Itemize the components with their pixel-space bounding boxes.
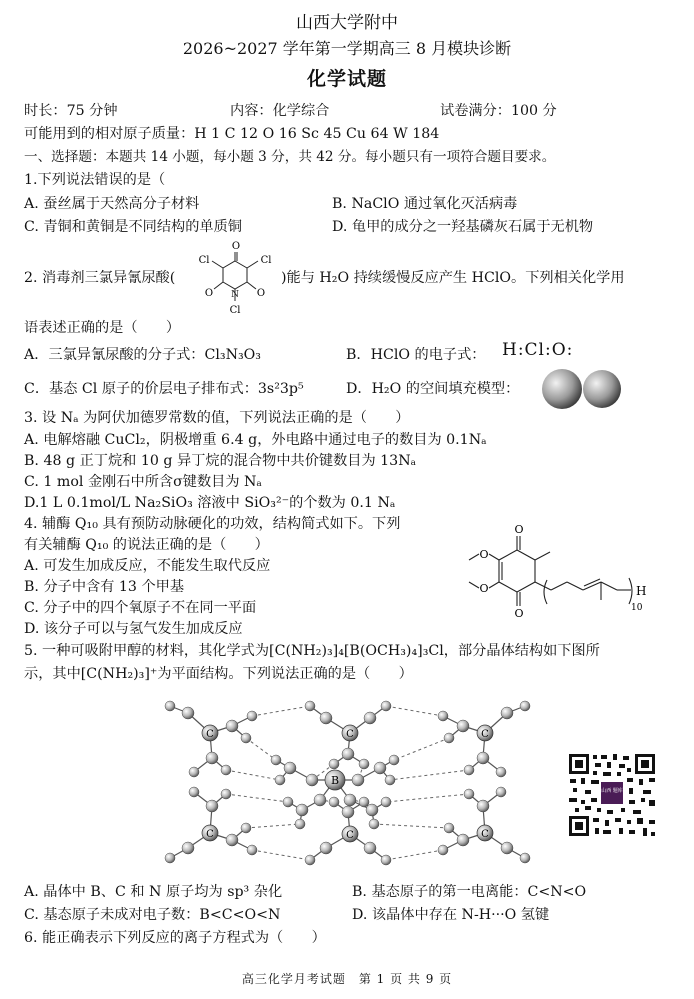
q2-atom-cl-bottom: Cl: [229, 305, 241, 316]
q2-atom-n-bottom: N: [231, 290, 239, 300]
q2-atom-cl-right: Cl: [260, 255, 272, 266]
q4-repeat-count: 10: [631, 603, 643, 613]
q5-option-c: C. 基态原子未成对电子数：B<C<O<N: [24, 907, 281, 923]
coenzyme-q10-structure: [455, 520, 665, 640]
q3-stem: 3. 设 Nₐ 为阿伏加德罗常数的值，下列说法正确的是（ ）: [24, 410, 410, 426]
qr-code-image: [567, 752, 657, 838]
crystal-atom-c-4: C: [481, 829, 489, 840]
crystal-structure-figure: [150, 688, 545, 876]
q2-atom-o-right: O: [256, 288, 266, 299]
q4-stem-b: 有关辅酶 Q₁₀ 的说法正确的是（ ）: [24, 537, 269, 553]
q5-option-b: B. 基态原子的第一电离能：C<N<O: [352, 884, 587, 900]
q2-stem-b: )能与 H₂O 持续缓慢反应产生 HClO。下列相关化学用: [281, 270, 625, 286]
exam-content: 内容：化学综合: [230, 103, 330, 119]
q1-option-b: B. NaClO 通过氧化灭活病毒: [332, 196, 518, 212]
q5-stem-a: 5. 一种可吸附甲醇的材料，其化学式为[C(NH₂)₃]₄[B(OCH₃)₄]₃Cl，部分晶体结构如下图所: [24, 643, 600, 659]
q4-atom-h: H: [636, 584, 647, 598]
crystal-atom-c-5: C: [346, 729, 354, 740]
q2-atom-o-left: O: [204, 288, 214, 299]
q2-option-c: C．基态 Cl 原子的价层电子排布式：3s²3p⁵: [24, 381, 304, 397]
q4-option-a: A. 可发生加成反应，不能发生取代反应: [24, 558, 271, 574]
q4-option-d: D. 该分子可以与氢气发生加成反应: [24, 621, 243, 637]
crystal-atom-b: B: [330, 774, 340, 787]
q4-stem-a: 4. 辅酶 Q₁₀ 具有预防动脉硬化的功效，结构简式如下。下列: [24, 516, 401, 532]
q2-option-d: D．H₂O 的空间填充模型：: [346, 381, 520, 397]
atomic-masses: 可能用到的相对原子质量：H 1 C 12 O 16 Sc 45 Cu 64 W 184: [24, 126, 440, 142]
exam-full-score: 试卷满分：100 分: [440, 103, 557, 119]
trichloroisocyanuric-acid-structure: [190, 236, 280, 318]
q2-option-b: B．HClO 的电子式：: [346, 347, 486, 363]
q2-atom-o-top: O: [231, 241, 241, 252]
exam-time: 时长：75 分钟: [24, 103, 118, 119]
hclo-electron-formula: H:Cl:O:: [502, 340, 574, 360]
q1-option-c: C. 青铜和黄铜是不同结构的单质铜: [24, 219, 242, 235]
q4-option-b: B. 分子中含有 13 个甲基: [24, 579, 185, 595]
q2-stem-c: 语表述正确的是（ ）: [24, 320, 181, 336]
q1-option-a: A. 蚕丝属于天然高分子材料: [24, 196, 200, 212]
q4-option-c: C. 分子中的四个氧原子不在同一平面: [24, 600, 257, 616]
crystal-atom-c-3: C: [481, 729, 489, 740]
q5-option-a: A. 晶体中 B、C 和 N 原子均为 sp³ 杂化: [24, 884, 283, 900]
qr-logo-label: 山西 题库: [601, 788, 623, 794]
q4-atom-o-top: O: [514, 523, 524, 536]
crystal-atom-c-2: C: [206, 829, 214, 840]
q3-option-c: C. 1 mol 金刚石中所含σ键数目为 Nₐ: [24, 474, 262, 490]
q5-option-d: D. 该晶体中存在 N-H···O 氢键: [352, 907, 550, 923]
crystal-atom-c-6: C: [346, 830, 354, 841]
q2-atom-cl-left: Cl: [198, 255, 210, 266]
q2-option-a: A．三氯异氰尿酸的分子式：Cl₃N₃O₃: [24, 347, 261, 363]
q4-atom-o-methoxy-2: O: [479, 582, 489, 595]
q4-atom-o-bottom: O: [514, 607, 524, 620]
crystal-atom-c-1: C: [206, 729, 214, 740]
q1-option-d: D. 龟甲的成分之一羟基磷灰石属于无机物: [332, 219, 594, 235]
q3-option-a: A. 电解熔融 CuCl₂，阴极增重 6.4 g，外电路中通过电子的数目为 0.1Nₐ: [24, 432, 487, 448]
exam-title: 2026~2027 学年第一学期高三 8 月模块诊断: [182, 39, 512, 58]
page-footer: 高三化学月考试题 第 1 页 共 9 页: [241, 972, 453, 986]
q3-option-d: D.1 L 0.1mol/L Na₂SiO₃ 溶液中 SiO₃²⁻的个数为 0.1 Nₐ: [24, 495, 396, 511]
q2-stem-a: 2. 消毒剂三氯异氰尿酸(: [24, 270, 176, 286]
water-space-filling-model: [538, 368, 626, 410]
q1-stem: 1.下列说法错误的是（: [24, 172, 166, 188]
q3-option-b: B. 48 g 正丁烷和 10 g 异丁烷的混合物中共价键数目为 13Nₐ: [24, 453, 417, 469]
q5-stem-b: 示，其中[C(NH₂)₃]⁺为平面结构。下列说法正确的是（ ）: [24, 666, 413, 682]
q4-atom-o-methoxy-1: O: [479, 548, 489, 561]
section-heading: 一、选择题：本题共 14 小题，每小题 3 分，共 42 分。每小题只有一项符合题目要求。: [24, 149, 556, 165]
school-name: 山西大学附中: [296, 13, 398, 33]
subject-title: 化学试题: [306, 68, 387, 90]
q6-stem: 6. 能正确表示下列反应的离子方程式为（ ）: [24, 930, 326, 946]
